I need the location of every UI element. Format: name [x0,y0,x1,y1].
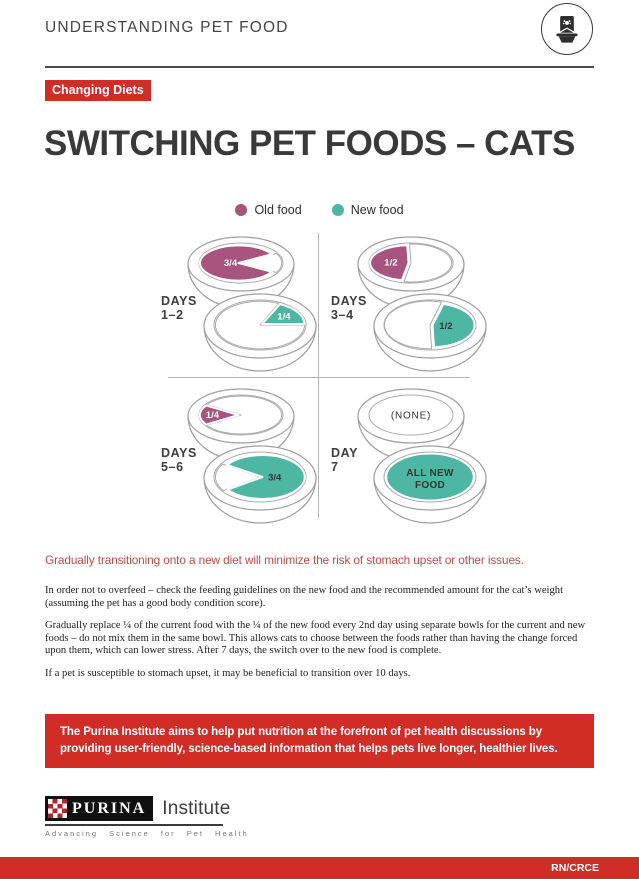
svg-text:1/2: 1/2 [384,257,398,269]
svg-text:1/4: 1/4 [277,311,291,323]
day-label [161,446,197,475]
footer-bar [0,857,639,879]
quadrant-days-5-6 [158,380,323,532]
mission-banner [45,714,594,768]
day-label [331,446,358,475]
svg-text:1/4: 1/4 [205,410,220,421]
quadrant-days-3-4 [328,228,493,380]
legend-old-label: Old food [254,203,302,217]
document-header-title: UNDERSTANDING PET FOOD [45,19,289,36]
day-range: 1–2 [161,308,184,323]
day-range: 3–4 [331,308,354,323]
legend-new-label: New food [350,203,404,217]
svg-text:FOOD: FOOD [414,480,446,491]
quadrant-day-7 [328,380,493,532]
svg-text:1/2: 1/2 [439,321,453,333]
old-food-dot [235,204,247,216]
legend-item-old-food [235,203,301,217]
highlight-sentence: Gradually transitioning onto a new diet will minimize the risk of stomach upset or other issues. [45,553,524,567]
category-badge: Changing Diets [45,80,151,101]
purina-checkerboard-icon [48,799,67,818]
svg-text:(NONE): (NONE) [390,410,432,422]
legend-item-new-food [332,203,404,217]
purina-institute-logo [45,796,249,838]
logo-divider [45,824,223,826]
body-copy [45,585,594,691]
svg-text:3/4: 3/4 [268,472,282,484]
svg-text:3/4: 3/4 [223,257,238,269]
paragraph: Gradually replace ¼ of the current food with the ¼ of the new food every 2nd day using separate bowls for the current and new foods – do not mix them in the same bowl. This allows cats to choose between the foods rather than having the change forced upon them, which can lower stress. After 7 days, the switch over to the new food is complete. [45,620,586,657]
header-divider [45,66,594,68]
day-label [331,294,367,323]
paragraph: If a pet is susceptible to stomach upset, it may be beneficial to transition over 10 days. [45,667,411,679]
day-label [161,294,197,323]
day-range: 7 [331,460,339,475]
institute-wordmark: Institute [162,797,231,819]
doc-code: RN/CRCE [551,862,599,874]
new-food-dot [332,204,344,216]
day-word: DAYS [161,446,197,460]
purina-brand: PURINA [72,799,147,817]
day-word: DAYS [161,294,197,308]
banner-line: providing user-friendly, science-based information that helps pets live longer, healthier lives. [60,743,558,755]
legend [0,203,639,217]
day-word: DAYS [331,294,367,308]
day-range: 5–6 [161,460,184,475]
purina-logo-box [45,796,153,821]
page-title: SWITCHING PET FOODS – CATS [44,124,575,163]
svg-text:ALL NEW: ALL NEW [406,468,454,479]
logo-tagline: Advancing Science for Pet Health [45,829,249,838]
paragraph: In order not to overfeed – check the feeding guidelines on the new food and the recommended amount for the cat’s weight (assuming the pet has a good body condition score). [45,585,564,609]
banner-line: The Purina Institute aims to help put nutrition at the forefront of pet health discussions by [60,726,543,738]
day-word: DAY [331,446,359,460]
quadrant-days-1-2 [158,228,323,380]
pet-food-bag-bowl-icon [541,3,593,55]
